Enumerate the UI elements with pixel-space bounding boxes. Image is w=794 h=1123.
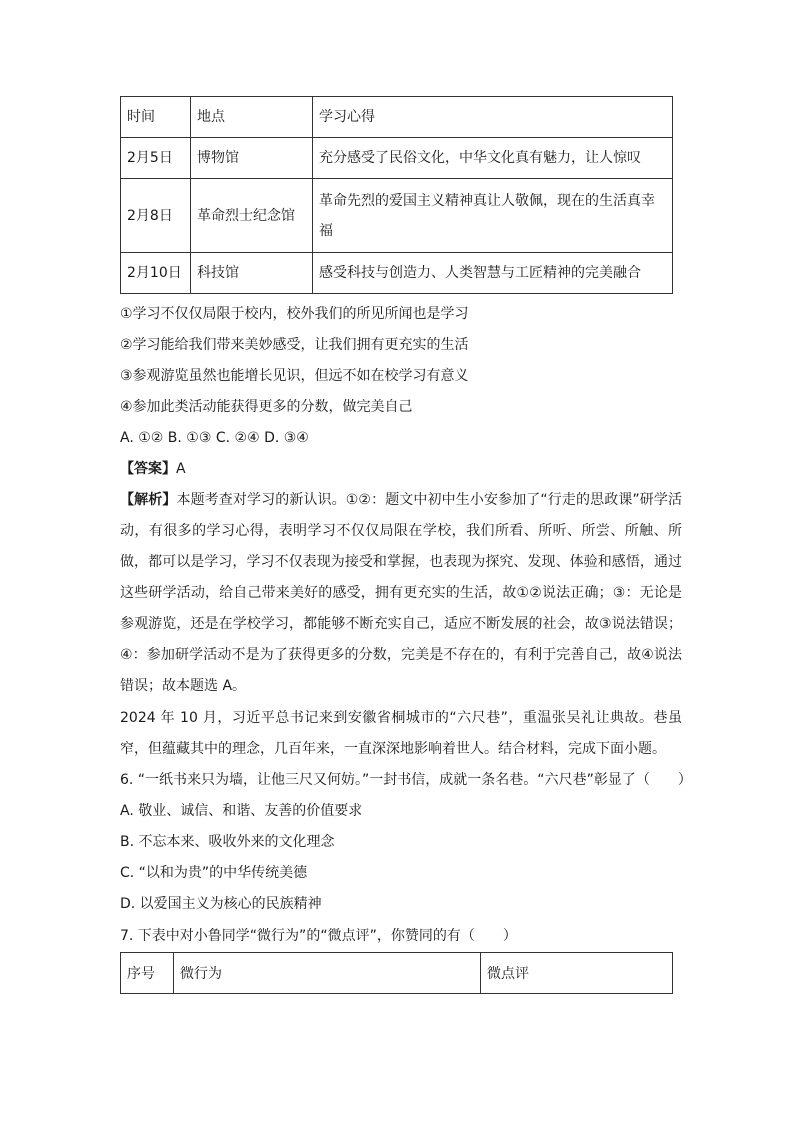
question-7-stem: 7. 下表中对小鲁同学“微行为”的“微点评”，你赞同的有（ ） — [120, 928, 517, 944]
header-cell: 微行为 — [174, 953, 481, 994]
table-row — [121, 253, 673, 294]
table-cell: 革命烈士纪念馆 — [191, 179, 313, 253]
statement-1: ①学习不仅仅局限于校内，校外我们的所见所闻也是学习 — [120, 306, 469, 322]
table-row — [121, 179, 673, 253]
table-header-row — [121, 97, 673, 138]
analysis-text: 本题考查对学习的新认识。①②：题文中初中生小安参加了“行走的思政课”研学活动，有很多的学习心得，表明学习不仅仅局限在学校，我们所看、所听、所尝、所触、所做，都可以是学习，学习不仅表现为接受和掌握，也表现为探究、发现、体验和感悟，通过这些研学活动，给自己带来美好的感受，拥有更充实的生活，故①②说法正确；③：无论是参观游览，还是在学校学习，都能够不断充实自己，适应不断发展的社会，故③说法错误；④：参加研学活动不是为了获得更多的分数，完美是不存在的，有利于完善自己，故④说法错误；故本题选 A。 — [120, 492, 682, 694]
answer-line — [120, 459, 680, 479]
table-cell: 博物馆 — [191, 138, 313, 179]
question-6-stem: 6. “一纸书来只为墙，让他三尺又何妨。”一封书信，成就一条名巷。“六尺巷”彰显了（ ） — [120, 772, 692, 788]
question-6-option-c: C. “以和为贵”的中华传统美德 — [120, 865, 308, 881]
statement-2: ②学习能给我们带来美妙感受，让我们拥有更充实的生活 — [120, 337, 469, 353]
statement-3: ③参观游览虽然也能增长见识，但远不如在校学习有意义 — [120, 368, 469, 384]
table-row — [121, 138, 673, 179]
material-paragraph: 2024 年 10 月，习近平总书记来到安徽省桐城市的“六尺巷”，重温张吴礼让典故。巷虽窄，但蕴藏其中的理念，几百年来，一直深深地影响着世人。结合材料，完成下面小题。 — [120, 710, 682, 757]
header-cell: 学习心得 — [313, 97, 673, 138]
study-notes-table — [120, 96, 673, 294]
table-cell: 革命先烈的爱国主义精神真让人敬佩，现在的生活真幸福 — [313, 179, 673, 253]
analysis-label: 【解析】 — [120, 492, 177, 508]
analysis-paragraph — [120, 485, 682, 701]
statement-4: ④参加此类活动能获得更多的分数，做完美自己 — [120, 399, 413, 415]
table-cell: 2月8日 — [121, 179, 191, 253]
question-6-option-d: D. 以爱国主义为核心的民族精神 — [120, 896, 322, 912]
answer-label: 【答案】 — [120, 461, 176, 477]
table-header-row — [121, 953, 673, 994]
question-6-option-b: B. 不忘本来、吸收外来的文化理念 — [120, 834, 335, 850]
table-cell: 充分感受了民俗文化，中华文化真有魅力，让人惊叹 — [313, 138, 673, 179]
table-cell: 感受科技与创造力、人类智慧与工匠精神的完美融合 — [313, 253, 673, 294]
answer-value: A — [176, 461, 186, 477]
question-6-option-a: A. 敬业、诚信、和谐、友善的价值要求 — [120, 803, 363, 819]
header-cell: 时间 — [121, 97, 191, 138]
header-cell: 地点 — [191, 97, 313, 138]
answer-options: A. ①② B. ①③ C. ②④ D. ③④ — [120, 430, 309, 446]
table-cell: 科技馆 — [191, 253, 313, 294]
header-cell: 微点评 — [481, 953, 673, 994]
micro-behavior-table — [120, 952, 673, 994]
table-cell: 2月10日 — [121, 253, 191, 294]
header-cell: 序号 — [121, 953, 174, 994]
table-cell: 2月5日 — [121, 138, 191, 179]
